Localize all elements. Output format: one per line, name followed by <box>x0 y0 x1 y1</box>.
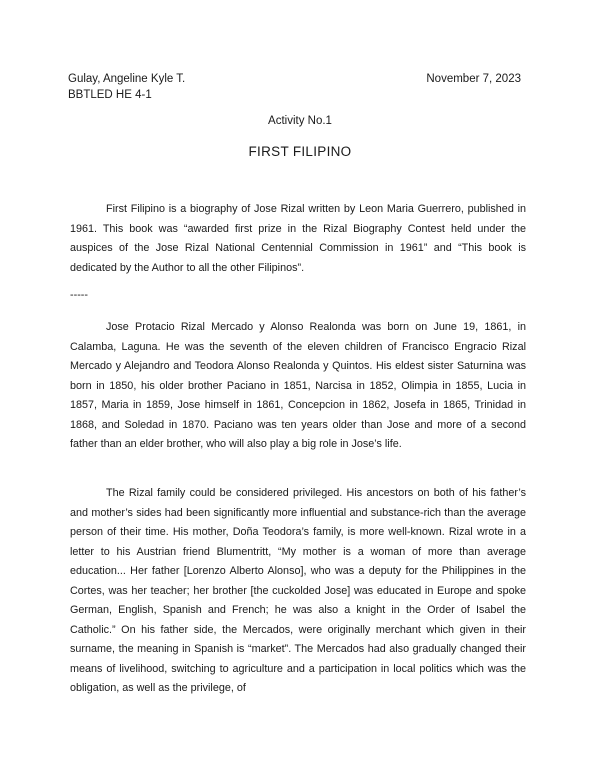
paragraph-birth: Jose Protacio Rizal Mercado y Alonso Realonda was born on June 19, 1861, in Calamba, Laguna. He was the seventh of the eleven children of Francisco Engracio Rizal Mercado y Alejandro and Teodora Alonso Realonda y Quintos. His eldest sister Saturnina was born in 1850, his older brother Paciano in 1851, Narcisa in 1852, Olimpia in 1855, Lucia in 1857, Maria in 1859, Jose himself in 1861, Concepcion in 1862, Josefa in 1865, Trinidad in 1868, and Soledad in 1870. Paciano was ten years older than Jose and more of a second father than an elder brother, who will also play a big role in Jose’s life. <box>70 321 526 450</box>
author-name: Gulay, Angeline Kyle T. <box>68 73 186 85</box>
document-date: November 7, 2023 <box>426 73 521 85</box>
paragraph-intro: First Filipino is a biography of Jose Rizal written by Leon Maria Guerrero, published in 1961. This book was “awarded first prize in the Rizal Biography Contest held under the auspices of the Jose Rizal National Centennial Commission in 1961” and “This book is dedicated by the Author to all the other Filipinos”. <box>70 203 526 274</box>
document-title: FIRST FILIPINO <box>248 144 352 159</box>
section-separator: ----- <box>70 289 88 301</box>
activity-label: Activity No.1 <box>268 115 332 127</box>
paragraph-family: The Rizal family could be considered privileged. His ancestors on both of his father’s and mother’s sides had been significantly more influential and substance-rich than the average person of their time. His mother, Doña Teodora’s family, is more well-known. Rizal wrote in a letter to his Austrian friend Blumentritt, “My mother is a woman of more than average education... Her father [Lorenzo Alberto Alonso], who was a deputy for the Philippines in the Cortes, was her teacher; her brother [the cuckolded Jose] was educated in Europe and spoke German, English, Spanish and French; he was also a knight in the Order of Isabel the Catholic.” On his father side, the Mercados, were originally merchant which given in their surname, the meaning in Spanish is “market”. The Mercados had also gradually changed their means of livelihood, switching to agriculture and a participation in local politics which was the obligation, as well as the privilege, of <box>70 487 526 694</box>
course-section: BBTLED HE 4-1 <box>68 89 152 101</box>
